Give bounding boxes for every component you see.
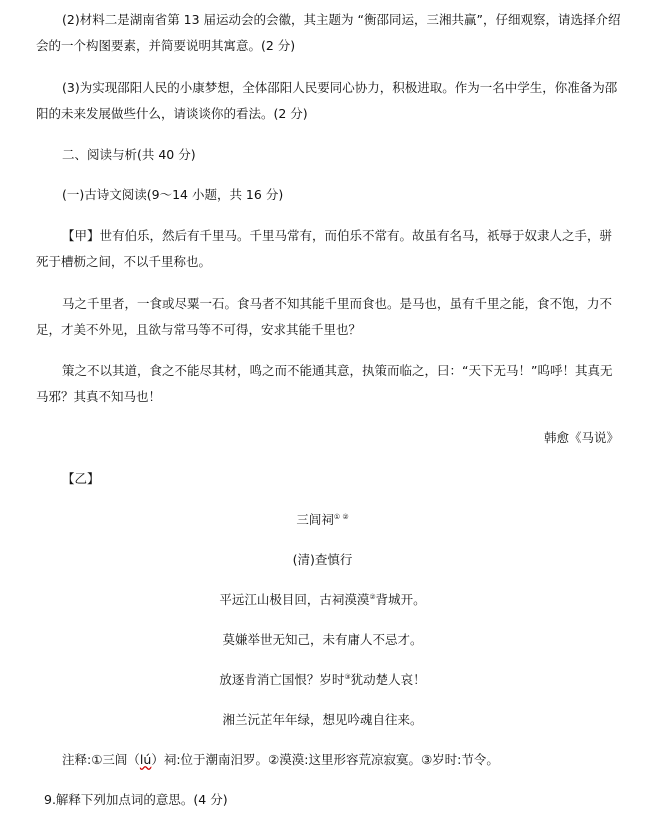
question-9: 9.解释下列加点词的意思。(4 分): [44, 792, 228, 807]
poem-note-ref-3: ③: [344, 672, 351, 681]
poem-line-1: 平远江山极目回，古祠漠漠②背城开。: [219, 592, 426, 607]
poem-note-ref-2: ②: [369, 592, 376, 601]
section-heading: 二、阅读与析(共 40 分): [62, 147, 196, 162]
q3-line-2: 阳的未来发展做些什么，请谈谈你的看法。(2 分): [36, 106, 308, 121]
q3-line-1: (3)为实现邵阳人民的小康梦想，全体邵阳人民要同心协力，积极进取。作为一名中学生，你准备为邵: [62, 80, 618, 95]
poem-line-4: 湘兰沅芷年年绿，想见吟魂自往来。: [222, 712, 423, 727]
poem-author: (清)查慎行: [292, 552, 353, 567]
jia-source: 韩愈《马说》: [543, 430, 619, 445]
poem-title-notes: ① ②: [333, 512, 349, 521]
subsection-heading: (一)古诗文阅读(9～14 小题，共 16 分): [62, 187, 284, 202]
poem-notes: 注释:①三闾（lú）祠:位于潮南汨罗。②漠漠:这里形容荒凉寂寞。③岁时:节令。: [62, 752, 499, 767]
jia-paragraph-3-line-1: 策之不以其道，食之不能尽其材，鸣之而不能通其意，执策而临之，曰：“天下无马！”呜呼！其真无: [62, 363, 613, 378]
q2-line-2: 会的一个构图要素，并简要说明其寓意。(2 分): [36, 38, 296, 53]
jia-paragraph-1-line-1: 【甲】世有伯乐，然后有千里马。千里马常有，而伯乐不常有。故虽有名马，祇辱于奴隶人之手，骈: [62, 228, 613, 243]
yi-label: 【乙】: [62, 471, 100, 486]
jia-paragraph-2-line-2: 足，才美不外见，且欲与常马等不可得，安求其能千里也？: [36, 322, 362, 337]
q2-line-1: (2)材料二是湖南省第 13 届运动会的会徽，其主题为 “衡邵同运，三湘共赢”，仔细观察，请选择介绍: [62, 12, 621, 27]
jia-paragraph-3-line-2: 马邪？其真不知马也！: [36, 389, 162, 404]
poem-line-2: 莫嫌举世无知己，未有庸人不忌才。: [222, 632, 423, 647]
jia-paragraph-1-line-2: 死于槽枥之间，不以千里称也。: [36, 254, 212, 269]
pinyin-annotation: lú: [139, 752, 152, 767]
jia-paragraph-2-line-1: 马之千里者，一食或尽粟一石。食马者不知其能千里而食也。是马也，虽有千里之能，食不饱，力不: [62, 296, 613, 311]
poem-title: 三闾祠① ②: [296, 512, 349, 527]
poem-line-3: 放逐肯消亡国恨？岁时③犹动楚人哀！: [219, 672, 426, 687]
